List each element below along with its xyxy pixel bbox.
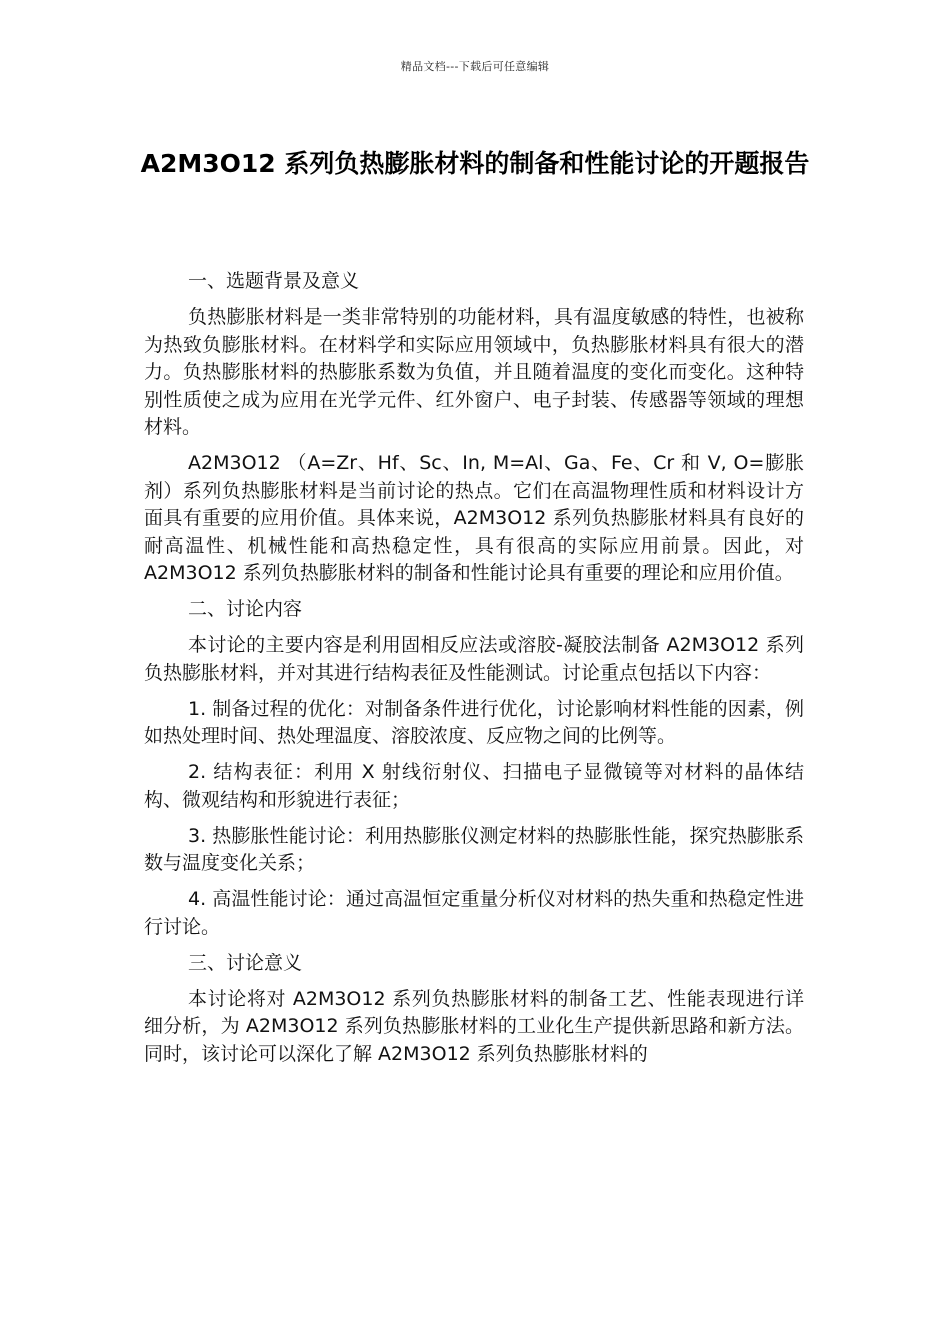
list-item: 2. 结构表征：利用 X 射线衍射仪、扫描电子显微镜等对材料的晶体结构、微观结构和形貌进行表征； — [144, 761, 804, 811]
paragraph: 本讨论将对 A2M3O12 系列负热膨胀材料的制备工艺、性能表现进行详细分析，为 A2M3O12 系列负热膨胀材料的工业化生产提供新思路和新方法。同时，该讨论可以深化了解 A2M3O12 系列负热膨胀材料的 — [144, 987, 804, 1065]
paragraph: 本讨论的主要内容是利用固相反应法或溶胶-凝胶法制备 A2M3O12 系列负热膨胀材料，并对其进行结构表征及性能测试。讨论重点包括以下内容： — [144, 634, 804, 684]
list-item: 3. 热膨胀性能讨论：利用热膨胀仪测定材料的热膨胀性能，探究热膨胀系数与温度变化关系； — [144, 824, 804, 874]
section-heading: 一、选题背景及意义 — [188, 270, 360, 292]
section-heading: 二、讨论内容 — [188, 598, 303, 620]
document-title: A2M3O12 系列负热膨胀材料的制备和性能讨论的开题报告 — [140, 149, 810, 178]
paragraph: 负热膨胀材料是一类非常特别的功能材料，具有温度敏感的特性，也被称为热致负膨胀材料。在材料学和实际应用领域中，负热膨胀材料具有很大的潜力。负热膨胀材料的热膨胀系数为负值，并且随着温度的变化而变化。这种特别性质使之成为应用在光学元件、红外窗户、电子封装、传感器等领域的理想材料。 — [144, 306, 804, 438]
document-body — [144, 268, 804, 1077]
section-heading: 三、讨论意义 — [188, 951, 303, 974]
page-header-note: 精品文档---下载后可任意编辑 — [400, 60, 550, 73]
paragraph: A2M3O12 （A=Zr、Hf、Sc、In, M=Al、Ga、Fe、Cr 和 V, O=膨胀剂）系列负热膨胀材料是当前讨论的热点。它们在高温物理性质和材料设计方面具有重要的应用价值。具体来说，A2M3O12 系列负热膨胀材料具有良好的耐高温性、机械性能和高热稳定性，具有很高的实际应用前景。因此，对 A2M3O12 系列负热膨胀材料的制备和性能讨论具有重要的理论和应用价值。 — [144, 452, 804, 584]
list-item: 1. 制备过程的优化：对制备条件进行优化，讨论影响材料性能的因素，例如热处理时间、热处理温度、溶胶浓度、反应物之间的比例等。 — [144, 697, 804, 747]
list-item: 4. 高温性能讨论：通过高温恒定重量分析仪对材料的热失重和热稳定性进行讨论。 — [144, 888, 804, 938]
